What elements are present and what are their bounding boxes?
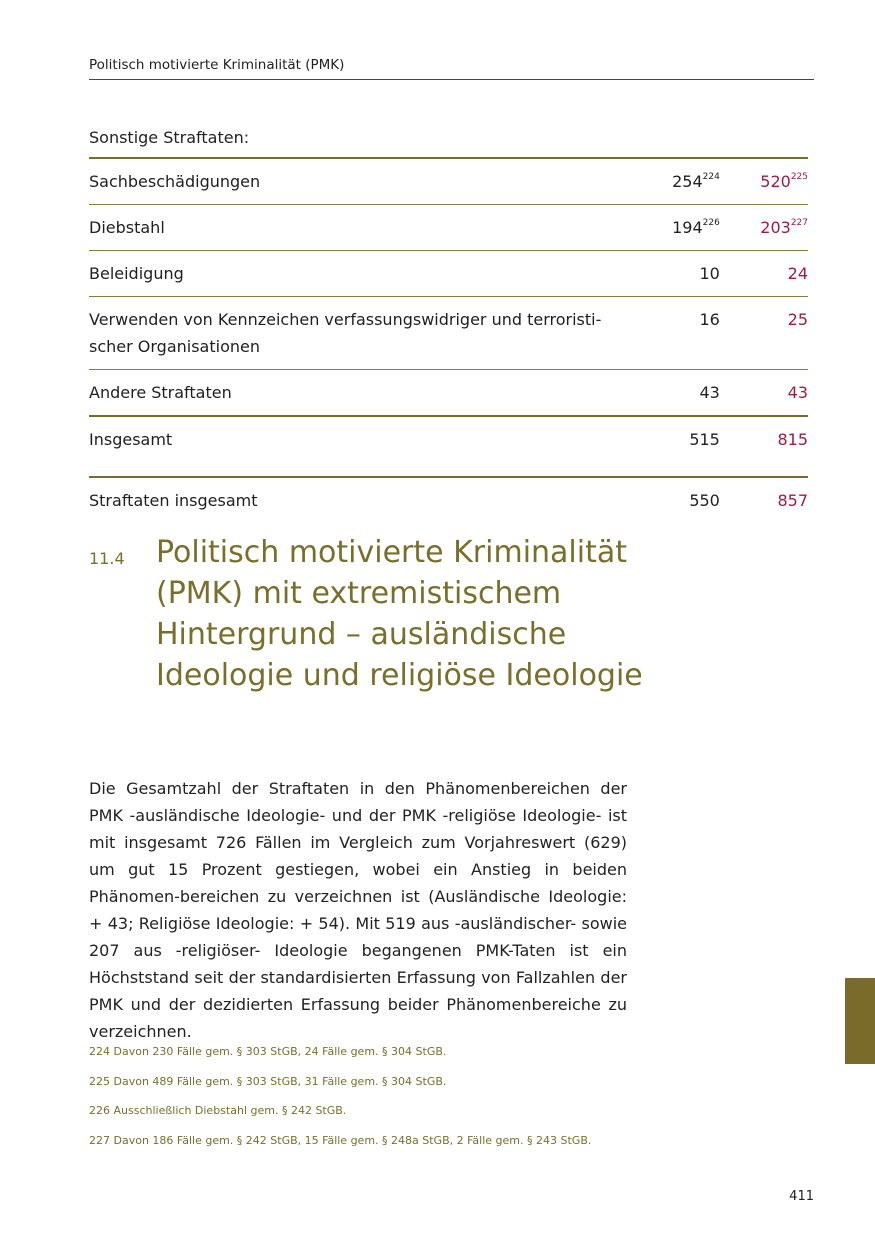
- value-current: 43: [720, 370, 808, 417]
- footnote: 224 Davon 230 Fälle gem. § 303 StGB, 24 Fälle gem. § 304 StGB.: [89, 1045, 447, 1058]
- chapter-tab-marker: [845, 978, 875, 1064]
- table-row: [89, 297, 808, 370]
- section-number: 11.4: [89, 549, 125, 568]
- value-previous: $254^{224}$: [633, 158, 720, 205]
- value-previous: 515: [689, 430, 720, 449]
- value-previous: 43: [633, 370, 720, 417]
- table-row: [89, 251, 808, 297]
- footnote: 226 Ausschließlich Diebstahl gem. § 242 StGB.: [89, 1104, 347, 1117]
- value-current: 24: [720, 251, 808, 297]
- value-current: $520^{225}$: [720, 158, 808, 205]
- table-divider: [89, 462, 808, 477]
- footnote-ref[interactable]: 226: [702, 218, 720, 228]
- value-previous: $194^{226}$: [633, 205, 720, 251]
- footnote: 225 Davon 489 Fälle gem. § 303 StGB, 31 Fälle gem. § 304 StGB.: [89, 1074, 447, 1088]
- page-number: 411: [789, 1189, 814, 1204]
- table-caption: Sonstige Straftaten:: [89, 128, 250, 147]
- table-row: [89, 370, 808, 417]
- value-previous: 16: [633, 297, 720, 370]
- row-label: Diebstahl: [89, 205, 633, 251]
- table-row-total: [89, 477, 808, 523]
- footnote-ref[interactable]: 224: [702, 172, 720, 182]
- value-previous: 550: [689, 491, 720, 510]
- table-row: [89, 158, 808, 205]
- running-head: Politisch motivierte Kriminalität (PMK): [89, 57, 814, 80]
- value-previous: 10: [633, 251, 720, 297]
- footnote-ref[interactable]: 225: [790, 172, 808, 182]
- footnote: 227 Davon 186 Fälle gem. § 242 StGB, 15 Fälle gem. § 248a StGB, 2 Fälle gem. § 243 StGB.: [89, 1133, 592, 1147]
- statistics-table: [89, 157, 808, 523]
- row-label: Beleidigung: [89, 251, 633, 297]
- section-title: Politisch motivierte Kriminalität (PMK) mit extremistischem Hintergrund – ausländische Ideologie und religiöse Ideologie: [156, 535, 643, 693]
- body-paragraph: Die Gesamtzahl der Straftaten in den Phänomenbereichen der PMK -ausländische Ideologie- und der PMK -religiöse Ideologie- ist mit insgesamt 726 Fällen im Vergleich zum Vorjahreswert (629) um gut 15 Prozent gestiegen, wobei ein Anstieg in beiden Phänomen-bereichen zu verzeichnen ist (Ausländische Ideologie: + 43; Religiöse Ideologie: + 54). Mit 519 aus -ausländischer- sowie 207 aus -religiöser- Ideologie begangenen PMK-Taten ist ein Höchststand seit der standardisierten Erfassung von Fallzahlen der PMK und der dezidierten Erfassung beider Phänomenbereiche zu verzeichnen.: [89, 779, 627, 1041]
- row-label: Andere Straftaten: [89, 370, 633, 417]
- table-row-subtotal: [89, 416, 808, 462]
- value-current: $203^{227}$: [720, 205, 808, 251]
- footnote-ref[interactable]: 227: [790, 218, 808, 228]
- value-current: 25: [720, 297, 808, 370]
- footnotes: [89, 1045, 789, 1163]
- value-current: 857: [777, 491, 808, 510]
- value-current: 815: [777, 430, 808, 449]
- row-label: Sachbeschädigungen: [89, 158, 633, 205]
- row-label: Verwenden von Kennzeichen verfassungswidriger und terroristi-scher Organisationen: [89, 297, 633, 370]
- row-label: Straftaten insgesamt: [89, 491, 258, 510]
- table-row: [89, 205, 808, 251]
- row-label: Insgesamt: [89, 430, 173, 449]
